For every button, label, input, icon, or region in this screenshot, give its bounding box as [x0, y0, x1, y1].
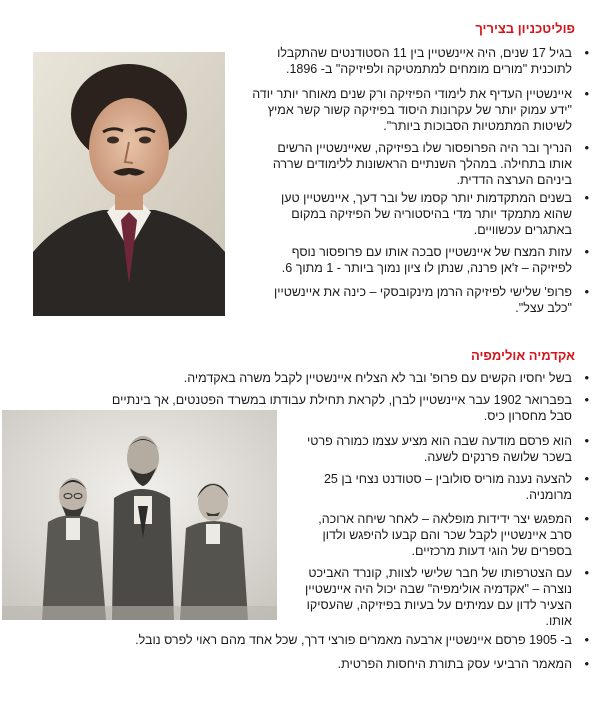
- bullet-text: • בפברואר 1902 עבר איינשטיין לברן, לקראת תחילת עבודתו במשרד הפטנטים, אך בינתיים סבל מחסרון כיס.: [90, 392, 572, 424]
- bullet-text: • המפגש יצר ידידות מופלאה – לאחר שיחה ארוכה, סרב איינשטיין לקבל שכר והם קבעו להיפגש ולדון בספרים של הוגי דעות מרכזיים.: [300, 511, 572, 559]
- bullet-text: • הנריך ובר היה הפרופסור שלו בפיזיקה, שאיינשטיין הרשים אותו בתחילה. במהלך השנתיים הראשונות ללימודים שררה ביניהם הערצה הדדית.: [252, 140, 572, 188]
- section-title-polytechnic: פוליטכניון בציריך: [475, 21, 575, 36]
- bullet-text: • המאמר הרביעי עסק בתורת היחסות הפרטית.: [60, 656, 572, 672]
- bullet-text: • בגיל 17 שנים, היה איינשטיין בין 11 הסטודנטים שהתקבלו לתוכנית "מורים מומחים למתמטיקה ולפיזיקה" ב- 1896.: [252, 45, 572, 77]
- section-title-olympia-academy: אקדמיה אולימפיה: [470, 348, 575, 363]
- bullet-text: • בשל יחסיו הקשים עם פרופ' ובר לא הצליח איינשטיין לקבל משרה באקדמיה.: [100, 370, 572, 386]
- bullet-text: • עזות המצח של איינשטיין סבכה אותו עם פרופסור נוסף לפיזיקה – ז'אן פרנה, שנתן לו ציון נמוך ביותר - 1 מתוך 6.: [252, 244, 572, 276]
- einstein-portrait-photo: [33, 52, 225, 316]
- bullet-text: • עם הצטרפותו של חבר שלישי לצוות, קונרד האביכט נוצרה – "אקדמיה אולימפיה" שבה יכול היה איינשטיין הצעיר לדון עם עמיתים על בעיות בפיזיקה, שהעסיקו אותו.: [290, 565, 572, 629]
- bullet-text: • ב- 1905 פרסם איינשטיין ארבעה מאמרים פורצי דרך, שכל אחד מהם ראוי לפרס נובל.: [60, 632, 572, 648]
- bullet-text: • איינשטיין העדיף את לימודי הפיזיקה ורק שנים מאוחר יותר יודה "ידע עמוק יותר של עקרונות היסוד בפיזיקה קשור קשר אמיץ לשיטות המתמטיות הסבוכות ביותר".: [252, 86, 572, 134]
- bullet-text: • בשנים המתקדמות יותר קסמו של ובר דעך, איינשטיין טען שהוא מתמקד יותר מדי בהיסטוריה של הפיזיקה במקום באתגרים עכשוויים.: [252, 190, 572, 238]
- bullet-text: • פרופ' שלישי לפיזיקה הרמן מינקובסקי – כינה את איינשטיין "כלב עצל".: [252, 284, 572, 316]
- bullet-text: • להצעה נענה מוריס סולובין – סטודנט נצחי בן 25 מרומניה.: [300, 471, 572, 503]
- olympia-academy-group-photo: [2, 410, 277, 620]
- bullet-text: • הוא פרסם מודעה שבה הוא מציע עצמו כמורה פרטי בשכר שלושה פרנקים לשעה.: [300, 433, 572, 465]
